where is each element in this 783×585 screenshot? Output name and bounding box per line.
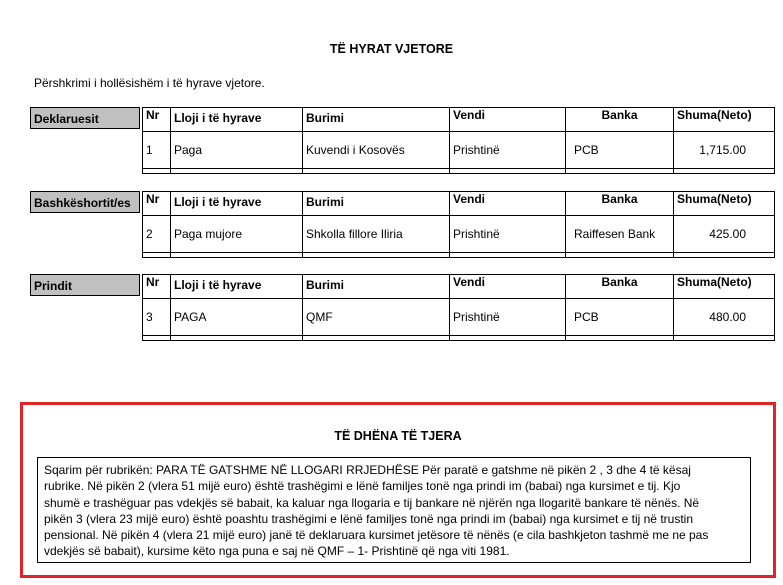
- other-info-title: TË DHËNA TË TJERA: [334, 429, 462, 443]
- table-row: [143, 132, 775, 169]
- col-nr: Nr: [143, 108, 171, 132]
- section-label: Deklaruesit: [30, 107, 140, 129]
- table-row: [143, 299, 775, 336]
- cell-nr: 2: [143, 216, 171, 253]
- text-line: vdekjës së babait), kursime këto nga puna e saj në QMF – 1- Prishtinë që nga viti 1981.: [44, 544, 510, 559]
- text-line: pensional. Në pikën 4 (vlera 21 mijë euro) janë të deklaruara kursimet jetësore të nënës (e cila bashkjeton tashmë me ne pas: [44, 528, 709, 543]
- col-amount: Shuma(Neto): [674, 275, 775, 299]
- other-info-text: [37, 457, 751, 563]
- col-nr: Nr: [143, 192, 171, 216]
- cell-place: Prishtinë: [450, 299, 566, 336]
- text-line: shumë e trashëguar pas vdekjës së babait, ka kaluar nga llogaria e tij bankare në njërën nga llogaritë bankare të nënës. Në: [44, 495, 700, 510]
- cell-amount: 425.00: [674, 216, 775, 253]
- other-info-highlight: [20, 402, 776, 578]
- cell-source: Kuvendi i Kosovës: [303, 132, 450, 169]
- cell-nr: 3: [143, 299, 171, 336]
- cell-type: PAGA: [171, 299, 303, 336]
- col-type: Lloji i të hyrave: [171, 108, 303, 132]
- page-title: TË HYRAT VJETORE: [329, 42, 454, 56]
- cell-amount: 1,715.00: [674, 132, 775, 169]
- col-nr: Nr: [143, 275, 171, 299]
- income-table: [142, 107, 775, 174]
- text-line: pikën 3 (vlera 23 mijë euro) është poashtu trashëgimi e lënë familjes tonë nga prindi im (babai) nga kursimet e tij në trustin: [44, 511, 693, 526]
- col-place: Vendi: [450, 192, 566, 216]
- cell-place: Prishtinë: [450, 216, 566, 253]
- col-place: Vendi: [450, 108, 566, 132]
- col-bank: Banka: [566, 275, 674, 299]
- col-source: Burimi: [303, 192, 450, 216]
- col-bank: Banka: [566, 108, 674, 132]
- cell-amount: 480.00: [674, 299, 775, 336]
- text-line: rubrike. Në pikën 2 (vlera 51 mijë euro) është trashëgimi e lënë familjes tonë nga prindi im (babai) nga kursimet e tij. Kjo: [44, 479, 681, 494]
- income-table: [142, 191, 775, 258]
- cell-bank: PCB: [566, 299, 674, 336]
- cell-bank: PCB: [566, 132, 674, 169]
- intro-text: Përshkrimi i hollësishëm i të hyrave vjetore.: [34, 76, 265, 90]
- cell-place: Prishtinë: [450, 132, 566, 169]
- cell-source: QMF: [303, 299, 450, 336]
- col-source: Burimi: [303, 108, 450, 132]
- col-type: Lloji i të hyrave: [171, 275, 303, 299]
- text-line: Sqarim për rubrikën: PARA TË GATSHME NË LLOGARI RRJEDHËSE Për paratë e gatshme në pikën 2 , 3 dhe 4 të kësaj: [44, 463, 691, 477]
- col-source: Burimi: [303, 275, 450, 299]
- table-row: [143, 216, 775, 253]
- section-label: Bashkëshortit/es: [30, 191, 140, 213]
- col-bank: Banka: [566, 192, 674, 216]
- cell-bank: Raiffesen Bank: [566, 216, 674, 253]
- cell-type: Paga: [171, 132, 303, 169]
- col-amount: Shuma(Neto): [674, 192, 775, 216]
- cell-source: Shkolla fillore Iliria: [303, 216, 450, 253]
- col-amount: Shuma(Neto): [674, 108, 775, 132]
- col-type: Lloji i të hyrave: [171, 192, 303, 216]
- income-table: [142, 274, 775, 341]
- section-label: Prindit: [30, 274, 140, 296]
- cell-type: Paga mujore: [171, 216, 303, 253]
- cell-nr: 1: [143, 132, 171, 169]
- col-place: Vendi: [450, 275, 566, 299]
